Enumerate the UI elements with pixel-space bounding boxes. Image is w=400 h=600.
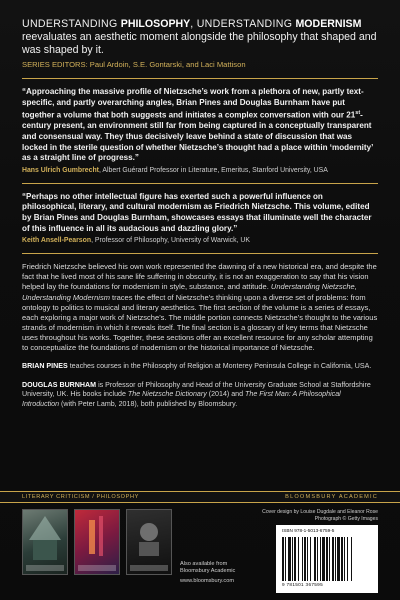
- divider-rule: [22, 183, 378, 184]
- author-name: DOUGLAS BURNHAM: [22, 380, 97, 389]
- isbn-text: ISBN 978-1-5013-6759-5: [282, 528, 335, 533]
- endorsement-2: [22, 192, 378, 244]
- barcode-icon: [282, 537, 372, 581]
- divider-rule: [22, 253, 378, 254]
- related-book-cover-3: [126, 509, 172, 575]
- barcode-digits: 9 781501 367595: [282, 582, 323, 587]
- endorser-name: Keith Ansell-Pearson: [22, 237, 92, 245]
- series-name-bold-1: PHILOSOPHY: [120, 18, 191, 30]
- endorser-affiliation: , Albert Guérard Professor in Literature, Emeritus, Stanford University, USA: [98, 166, 328, 174]
- related-book-cover-1: [22, 509, 68, 575]
- divider-rule: [22, 78, 378, 79]
- related-book-cover-2: [74, 509, 120, 575]
- portrait-illustration-icon: [127, 510, 171, 564]
- book-description: Friedrich Nietzsche believed his own work represented the dawning of a new historical era, and despite the fact that he lived most of his sane life suffering in obscurity, it is not an exaggeration to say that his vision helped lay the foundations for modernism in style, substance, and attitude. Understanding Nietzsche, Understanding Modernism traces the effect of Nietzsche’s thinking upon a diverse set of problems: from ontology to politics to musical and literary aesthetics. The first section of the volume is a series of essays, each exploring a major work of Nietzsche’s. The middle portion connects Nietzsche’s thought to the various strands of modernism in which it reveals itself. The final section is a glossary of key terms that Nietzsche uses throughout his works. Together, these sections offer an excellent resource for any scholar attempting to conceptualize the foundations of modernism or the historical importance of Nietzsche.: [22, 262, 378, 352]
- series-name-middle: , UNDERSTANDING: [190, 18, 296, 30]
- series-name-prefix: UNDERSTANDING: [22, 18, 121, 30]
- building-illustration-icon: [23, 510, 67, 564]
- quote-text: “Approaching the massive profile of Nietzsche’s work from a plethora of new, partly text-specific, and partly overarching angles, Brian Pines and Douglas Burnham have put together a volume that both suggests and initiates a complex conversation with our 21st-century present, an environment still far from being captured in a conceptually transparent and consensual way. They thus decisively leave behind a state of discussion that was locked in the sterile question of whether Nietzsche’s thought had a place within ‘modernity’ as a straight line of progress.”: [22, 87, 373, 163]
- series-editors: SERIES EDITORS: Paul Ardoin, S.E. Gontarski, and Laci Mattison: [22, 60, 246, 69]
- publisher-url[interactable]: www.bloomsbury.com: [180, 578, 234, 585]
- series-name-bold-2: MODERNISM: [295, 18, 362, 30]
- isbn-barcode: [276, 525, 378, 593]
- publisher-label: BLOOMSBURY ACADEMIC: [285, 494, 378, 500]
- cover-credits: Cover design by Louise Dugdale and Eleanor Rose Photograph © Getty Images: [262, 509, 378, 522]
- endorser-affiliation: , Professor of Philosophy, University of Warwick, UK: [91, 237, 250, 245]
- endorsement-1: [22, 87, 378, 174]
- series-blurb: [22, 18, 378, 57]
- book-title-italic: Understanding Nietzsche, Understanding Modernism: [22, 282, 357, 302]
- quote-attribution: [22, 167, 378, 174]
- endorser-name: Hans Ulrich Gumbrecht: [22, 166, 99, 174]
- quote-text: “Perhaps no other intellectual figure has exerted such a powerful influence on philosophical, literary, and cultural modernism as Friedrich Nietzsche. This volume, edited by Brian Pines and Douglas Burnham, showcases essays that illuminate well the character of this influence in all its audacious and dazzling glory.”: [22, 191, 372, 233]
- author-bio-pines: BRIAN PINES teaches courses in the Philosophy of Religion at Monterey Peninsula College in California, USA.: [22, 362, 372, 371]
- category-label: LITERARY CRITICISM / PHILOSOPHY: [22, 494, 139, 500]
- author-bio-burnham: DOUGLAS BURNHAM is Professor of Philosophy and Head of the University Graduate School at Staffordshire University, UK. His books include The Nietzsche Dictionary (2014) and The First Man: A Philosophical Introduction (with Peter Lamb, 2018), both published by Bloomsbury.: [22, 380, 371, 408]
- abstract-art-icon: [75, 510, 119, 564]
- quote-attribution: [22, 237, 378, 244]
- availability-note: Also available from Bloomsbury Academic www.bloomsbury.com: [180, 561, 236, 585]
- category-bar: [0, 491, 400, 503]
- author-name: BRIAN PINES: [22, 362, 68, 371]
- series-description: reevaluates an aesthetic moment alongside the philosophy that shaped and was shaped by it.: [22, 31, 377, 56]
